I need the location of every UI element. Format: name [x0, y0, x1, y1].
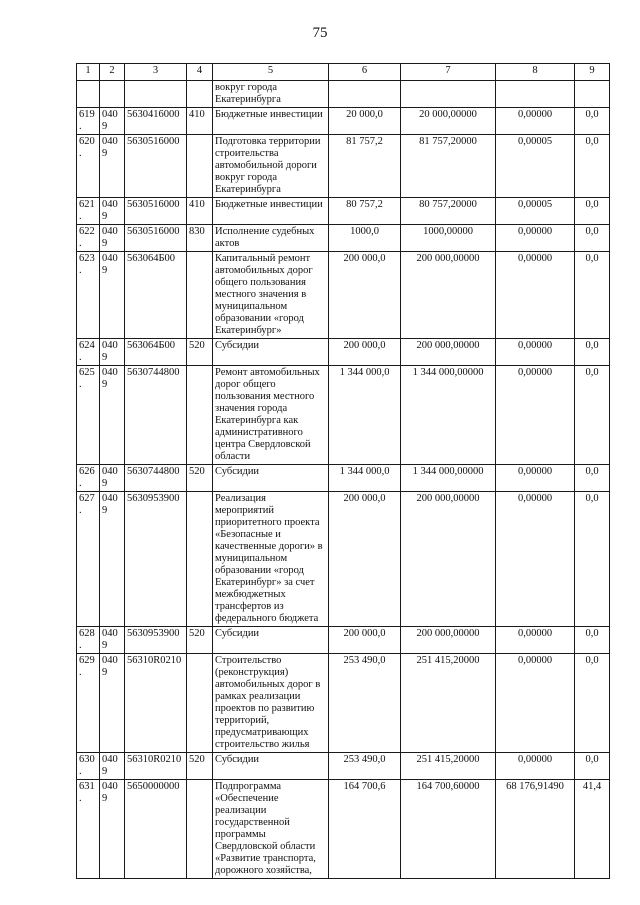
- table-row: [77, 366, 610, 465]
- executed-amount: 1000,00000: [401, 225, 496, 252]
- share-amount: 0,00000: [496, 108, 575, 135]
- section-code: 0409: [100, 780, 125, 879]
- section-code: 0409: [100, 108, 125, 135]
- executed-amount: 80 757,20000: [401, 198, 496, 225]
- target-article-code: 5630416000: [125, 108, 187, 135]
- expense-type-code: [187, 654, 213, 753]
- target-article-code: 56310R0210: [125, 654, 187, 753]
- row-number: 623.: [77, 252, 100, 339]
- expense-type-code: [187, 492, 213, 627]
- item-name: Субсидии: [213, 465, 329, 492]
- share-amount: 0,00000: [496, 339, 575, 366]
- table-row: [77, 465, 610, 492]
- planned-amount: 1 344 000,0: [329, 465, 401, 492]
- executed-amount: 200 000,00000: [401, 339, 496, 366]
- percent-value: 0,0: [575, 753, 610, 780]
- table-row: [77, 339, 610, 366]
- row-number: 621.: [77, 198, 100, 225]
- target-article-code: 5630953900: [125, 492, 187, 627]
- percent-value: 0,0: [575, 627, 610, 654]
- item-name: Капитальный ремонт автомобильных дорог общего пользования местного значения в муниципальном образовании «город Екатеринбург»: [213, 252, 329, 339]
- share-amount: 0,00000: [496, 465, 575, 492]
- share-amount: 0,00000: [496, 252, 575, 339]
- column-header: 9: [575, 64, 610, 81]
- column-header: 8: [496, 64, 575, 81]
- expense-type-code: 410: [187, 108, 213, 135]
- expense-type-code: [187, 366, 213, 465]
- column-header: 1: [77, 64, 100, 81]
- table-row: [77, 135, 610, 198]
- item-name: Субсидии: [213, 627, 329, 654]
- expense-type-code: [187, 780, 213, 879]
- item-name: Подпрограмма «Обеспечение реализации государственной программы Свердловской области «Развитие транспорта, дорожного хозяйства,: [213, 780, 329, 879]
- column-header: 2: [100, 64, 125, 81]
- planned-amount: [329, 81, 401, 108]
- item-name: вокруг города Екатеринбурга: [213, 81, 329, 108]
- section-code: 0409: [100, 339, 125, 366]
- table-row: [77, 81, 610, 108]
- percent-value: 0,0: [575, 198, 610, 225]
- percent-value: 0,0: [575, 366, 610, 465]
- section-code: 0409: [100, 654, 125, 753]
- expense-type-code: [187, 252, 213, 339]
- row-number: 624.: [77, 339, 100, 366]
- row-number: [77, 81, 100, 108]
- executed-amount: 251 415,20000: [401, 654, 496, 753]
- expense-type-code: 520: [187, 753, 213, 780]
- table-row: [77, 252, 610, 339]
- percent-value: 0,0: [575, 135, 610, 198]
- target-article-code: 5630516000: [125, 225, 187, 252]
- executed-amount: 1 344 000,00000: [401, 366, 496, 465]
- share-amount: [496, 81, 575, 108]
- planned-amount: 20 000,0: [329, 108, 401, 135]
- target-article-code: 5630744800: [125, 366, 187, 465]
- planned-amount: 200 000,0: [329, 492, 401, 627]
- target-article-code-suffix: Б00: [158, 340, 176, 351]
- target-article-code: [125, 339, 187, 366]
- executed-amount: 164 700,60000: [401, 780, 496, 879]
- share-amount: 0,00005: [496, 198, 575, 225]
- percent-value: 0,0: [575, 108, 610, 135]
- executed-amount: 200 000,00000: [401, 252, 496, 339]
- item-name: Бюджетные инвестиции: [213, 108, 329, 135]
- planned-amount: 253 490,0: [329, 753, 401, 780]
- target-article-code: [125, 81, 187, 108]
- percent-value: 0,0: [575, 252, 610, 339]
- column-header: 6: [329, 64, 401, 81]
- expense-type-code: [187, 81, 213, 108]
- row-number: 622.: [77, 225, 100, 252]
- item-name: Ремонт автомобильных дорог общего пользования местного значения города Екатеринбурга как административного центра Свердловской области: [213, 366, 329, 465]
- row-number: 619.: [77, 108, 100, 135]
- row-number: 625.: [77, 366, 100, 465]
- column-header: 7: [401, 64, 496, 81]
- row-number: 627.: [77, 492, 100, 627]
- share-amount: 0,00000: [496, 225, 575, 252]
- row-number: 631.: [77, 780, 100, 879]
- row-number: 629.: [77, 654, 100, 753]
- target-article-code: 56310R0210: [125, 753, 187, 780]
- target-article-code: 5650000000: [125, 780, 187, 879]
- planned-amount: 164 700,6: [329, 780, 401, 879]
- column-header: 4: [187, 64, 213, 81]
- target-article-code: 5630516000: [125, 135, 187, 198]
- section-code: 0409: [100, 366, 125, 465]
- item-name: Исполнение судебных актов: [213, 225, 329, 252]
- share-amount: 68 176,91490: [496, 780, 575, 879]
- header-row: [77, 64, 610, 81]
- target-article-code: [125, 252, 187, 339]
- section-code: 0409: [100, 465, 125, 492]
- row-number: 620.: [77, 135, 100, 198]
- row-number: 628.: [77, 627, 100, 654]
- percent-value: 0,0: [575, 465, 610, 492]
- item-name: Бюджетные инвестиции: [213, 198, 329, 225]
- table-row: [77, 492, 610, 627]
- table-row: [77, 198, 610, 225]
- table-row: [77, 627, 610, 654]
- target-article-code-digits: 563064: [127, 253, 159, 264]
- executed-amount: 81 757,20000: [401, 135, 496, 198]
- row-number: 626.: [77, 465, 100, 492]
- percent-value: [575, 81, 610, 108]
- section-code: 0409: [100, 492, 125, 627]
- item-name: Подготовка территории строительства автомобильной дороги вокруг города Екатеринбурга: [213, 135, 329, 198]
- target-article-code-digits: 563064: [127, 340, 159, 351]
- executed-amount: [401, 81, 496, 108]
- section-code: 0409: [100, 198, 125, 225]
- item-name: Строительство (реконструкция) автомобильных дорог в рамках реализации проектов по развитию территорий, предусматривающих строительство жилья: [213, 654, 329, 753]
- section-code: 0409: [100, 753, 125, 780]
- column-header: 5: [213, 64, 329, 81]
- executed-amount: 20 000,00000: [401, 108, 496, 135]
- planned-amount: 1 344 000,0: [329, 366, 401, 465]
- expense-type-code: 520: [187, 627, 213, 654]
- table-row: [77, 654, 610, 753]
- target-article-code-suffix: Б00: [158, 253, 176, 264]
- expense-type-code: 520: [187, 339, 213, 366]
- section-code: 0409: [100, 627, 125, 654]
- share-amount: 0,00000: [496, 654, 575, 753]
- table-row: [77, 108, 610, 135]
- share-amount: 0,00000: [496, 366, 575, 465]
- section-code: 0409: [100, 135, 125, 198]
- planned-amount: 253 490,0: [329, 654, 401, 753]
- expense-type-code: 830: [187, 225, 213, 252]
- share-amount: 0,00000: [496, 627, 575, 654]
- planned-amount: 1000,0: [329, 225, 401, 252]
- percent-value: 0,0: [575, 339, 610, 366]
- target-article-code: 5630744800: [125, 465, 187, 492]
- planned-amount: 200 000,0: [329, 339, 401, 366]
- section-code: 0409: [100, 225, 125, 252]
- expense-type-code: 520: [187, 465, 213, 492]
- section-code: [100, 81, 125, 108]
- share-amount: 0,00000: [496, 492, 575, 627]
- target-article-code: 5630953900: [125, 627, 187, 654]
- table-row: [77, 780, 610, 879]
- item-name: Реализация мероприятий приоритетного проекта «Безопасные и качественные дороги» в муниципальном образовании «город Екатеринбург» за счет межбюджетных трансфертов из федерального бюджета: [213, 492, 329, 627]
- executed-amount: 200 000,00000: [401, 627, 496, 654]
- percent-value: 41,4: [575, 780, 610, 879]
- budget-table: [76, 63, 610, 879]
- share-amount: 0,00000: [496, 753, 575, 780]
- planned-amount: 80 757,2: [329, 198, 401, 225]
- executed-amount: 251 415,20000: [401, 753, 496, 780]
- planned-amount: 81 757,2: [329, 135, 401, 198]
- planned-amount: 200 000,0: [329, 627, 401, 654]
- item-name: Субсидии: [213, 339, 329, 366]
- table-row: [77, 225, 610, 252]
- target-article-code: 5630516000: [125, 198, 187, 225]
- percent-value: 0,0: [575, 492, 610, 627]
- planned-amount: 200 000,0: [329, 252, 401, 339]
- item-name: Субсидии: [213, 753, 329, 780]
- section-code: 0409: [100, 252, 125, 339]
- share-amount: 0,00005: [496, 135, 575, 198]
- executed-amount: 1 344 000,00000: [401, 465, 496, 492]
- page-number: 75: [312, 25, 328, 41]
- expense-type-code: [187, 135, 213, 198]
- percent-value: 0,0: [575, 654, 610, 753]
- row-number: 630.: [77, 753, 100, 780]
- percent-value: 0,0: [575, 225, 610, 252]
- table-row: [77, 753, 610, 780]
- column-header: 3: [125, 64, 187, 81]
- executed-amount: 200 000,00000: [401, 492, 496, 627]
- expense-type-code: 410: [187, 198, 213, 225]
